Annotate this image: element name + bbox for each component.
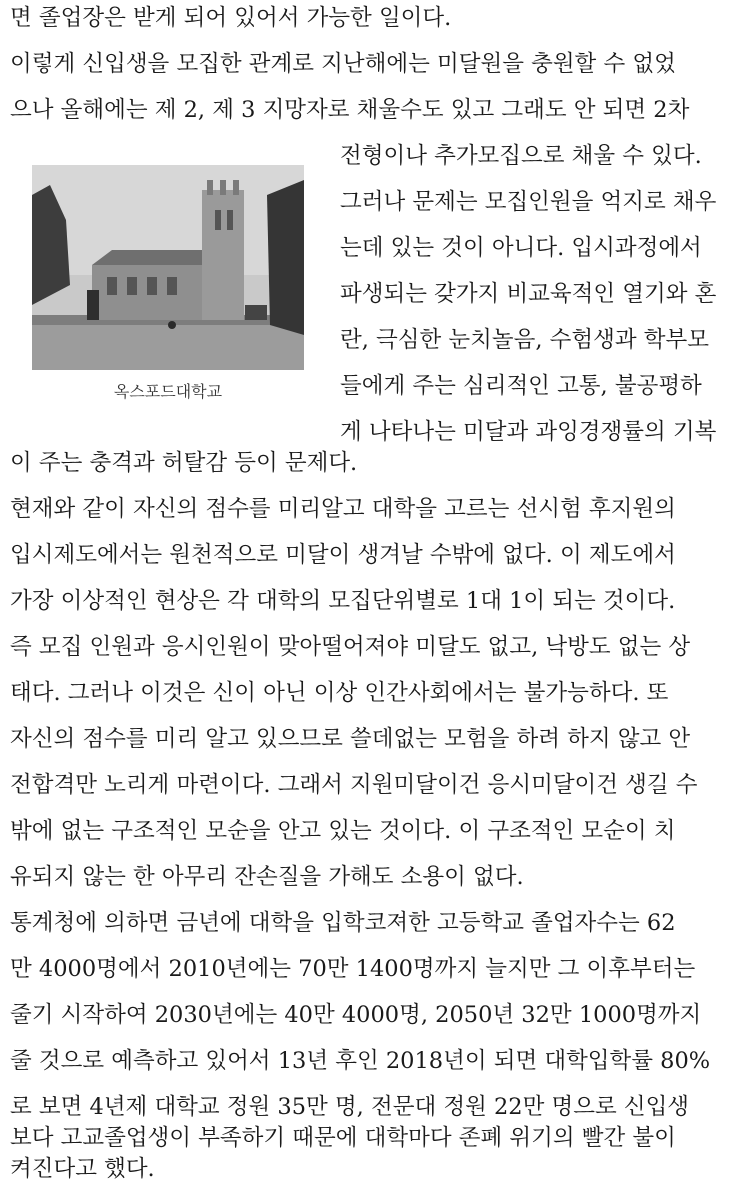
- text-line: 보다 고교졸업생이 부족하기 때문에 대학마다 존폐 위기의 빨간 불이: [10, 1125, 676, 1151]
- text-line: 통계청에 의하면 금년에 대학을 입학코져한 고등학교 졸업자수는 62: [10, 910, 676, 936]
- text-line: 이렇게 신입생을 모집한 관계로 지난해에는 미달원을 충원할 수 없었: [10, 51, 676, 77]
- text-line: 만 4000명에서 2010년에는 70만 1400명까지 늘지만 그 이후부터는: [10, 956, 696, 982]
- oxford-photo: [32, 165, 304, 370]
- text-line: 전형이나 추가모집으로 채울 수 있다.: [340, 143, 702, 169]
- text-line: 가장 이상적인 현상은 각 대학의 모집단위별로 1대 1이 되는 것이다.: [10, 588, 676, 614]
- figure-caption: 옥스포드대학교: [113, 382, 223, 401]
- text-line: 이 주는 충격과 허탈감 등이 문제다.: [10, 450, 358, 476]
- text-line: 입시제도에서는 원천적으로 미달이 생겨날 수밖에 없다. 이 제도에서: [10, 542, 676, 568]
- text-line: 줄 것으로 예측하고 있어서 13년 후인 2018년이 되면 대학입학률 80%: [10, 1048, 711, 1074]
- text-line: 밖에 없는 구조적인 모순을 안고 있는 것이다. 이 구조적인 모순이 치: [10, 818, 676, 844]
- oxford-photo-illustration: [32, 165, 304, 370]
- text-line: 그러나 문제는 모집인원을 억지로 채우: [340, 189, 717, 215]
- text-line: 전합격만 노리게 마련이다. 그래서 지원미달이건 응시미달이건 생길 수: [10, 772, 698, 798]
- text-line: 유되지 않는 한 아무리 잔손질을 가해도 소용이 없다.: [10, 864, 524, 890]
- text-line: 면 졸업장은 받게 되어 있어서 가능한 일이다.: [10, 5, 452, 31]
- text-line: 즉 모집 인원과 응시인원이 맞아떨어져야 미달도 없고, 낙방도 없는 상: [10, 634, 691, 660]
- text-line: 태다. 그러나 이것은 신이 아닌 이상 인간사회에서는 불가능하다. 또: [10, 680, 669, 706]
- text-line: 켜진다고 했다.: [10, 1156, 155, 1182]
- text-line: 현재와 같이 자신의 점수를 미리알고 대학을 고르는 선시험 후지원의: [10, 496, 676, 522]
- text-line: 는데 있는 것이 아니다. 입시과정에서: [340, 235, 702, 261]
- text-line: 란, 극심한 눈치놀음, 수험생과 학부모: [340, 327, 709, 353]
- text-line: 줄기 시작하여 2030년에는 40만 4000명, 2050년 32만 1000명까지: [10, 1002, 702, 1028]
- text-line: 들에게 주는 심리적인 고통, 불공평하: [340, 373, 702, 399]
- text-line: 자신의 점수를 미리 알고 있으므로 쓸데없는 모험을 하려 하지 않고 안: [10, 726, 691, 752]
- text-line: 게 나타나는 미달과 과잉경쟁률의 기복: [340, 419, 717, 445]
- text-line: 파생되는 갖가지 비교육적인 열기와 혼: [340, 281, 717, 307]
- text-line: 로 보면 4년제 대학교 정원 35만 명, 전문대 정원 22만 명으로 신입생: [10, 1094, 690, 1120]
- text-line: 으나 올해에는 제 2, 제 3 지망자로 채울수도 있고 그래도 안 되면 2차: [10, 97, 690, 123]
